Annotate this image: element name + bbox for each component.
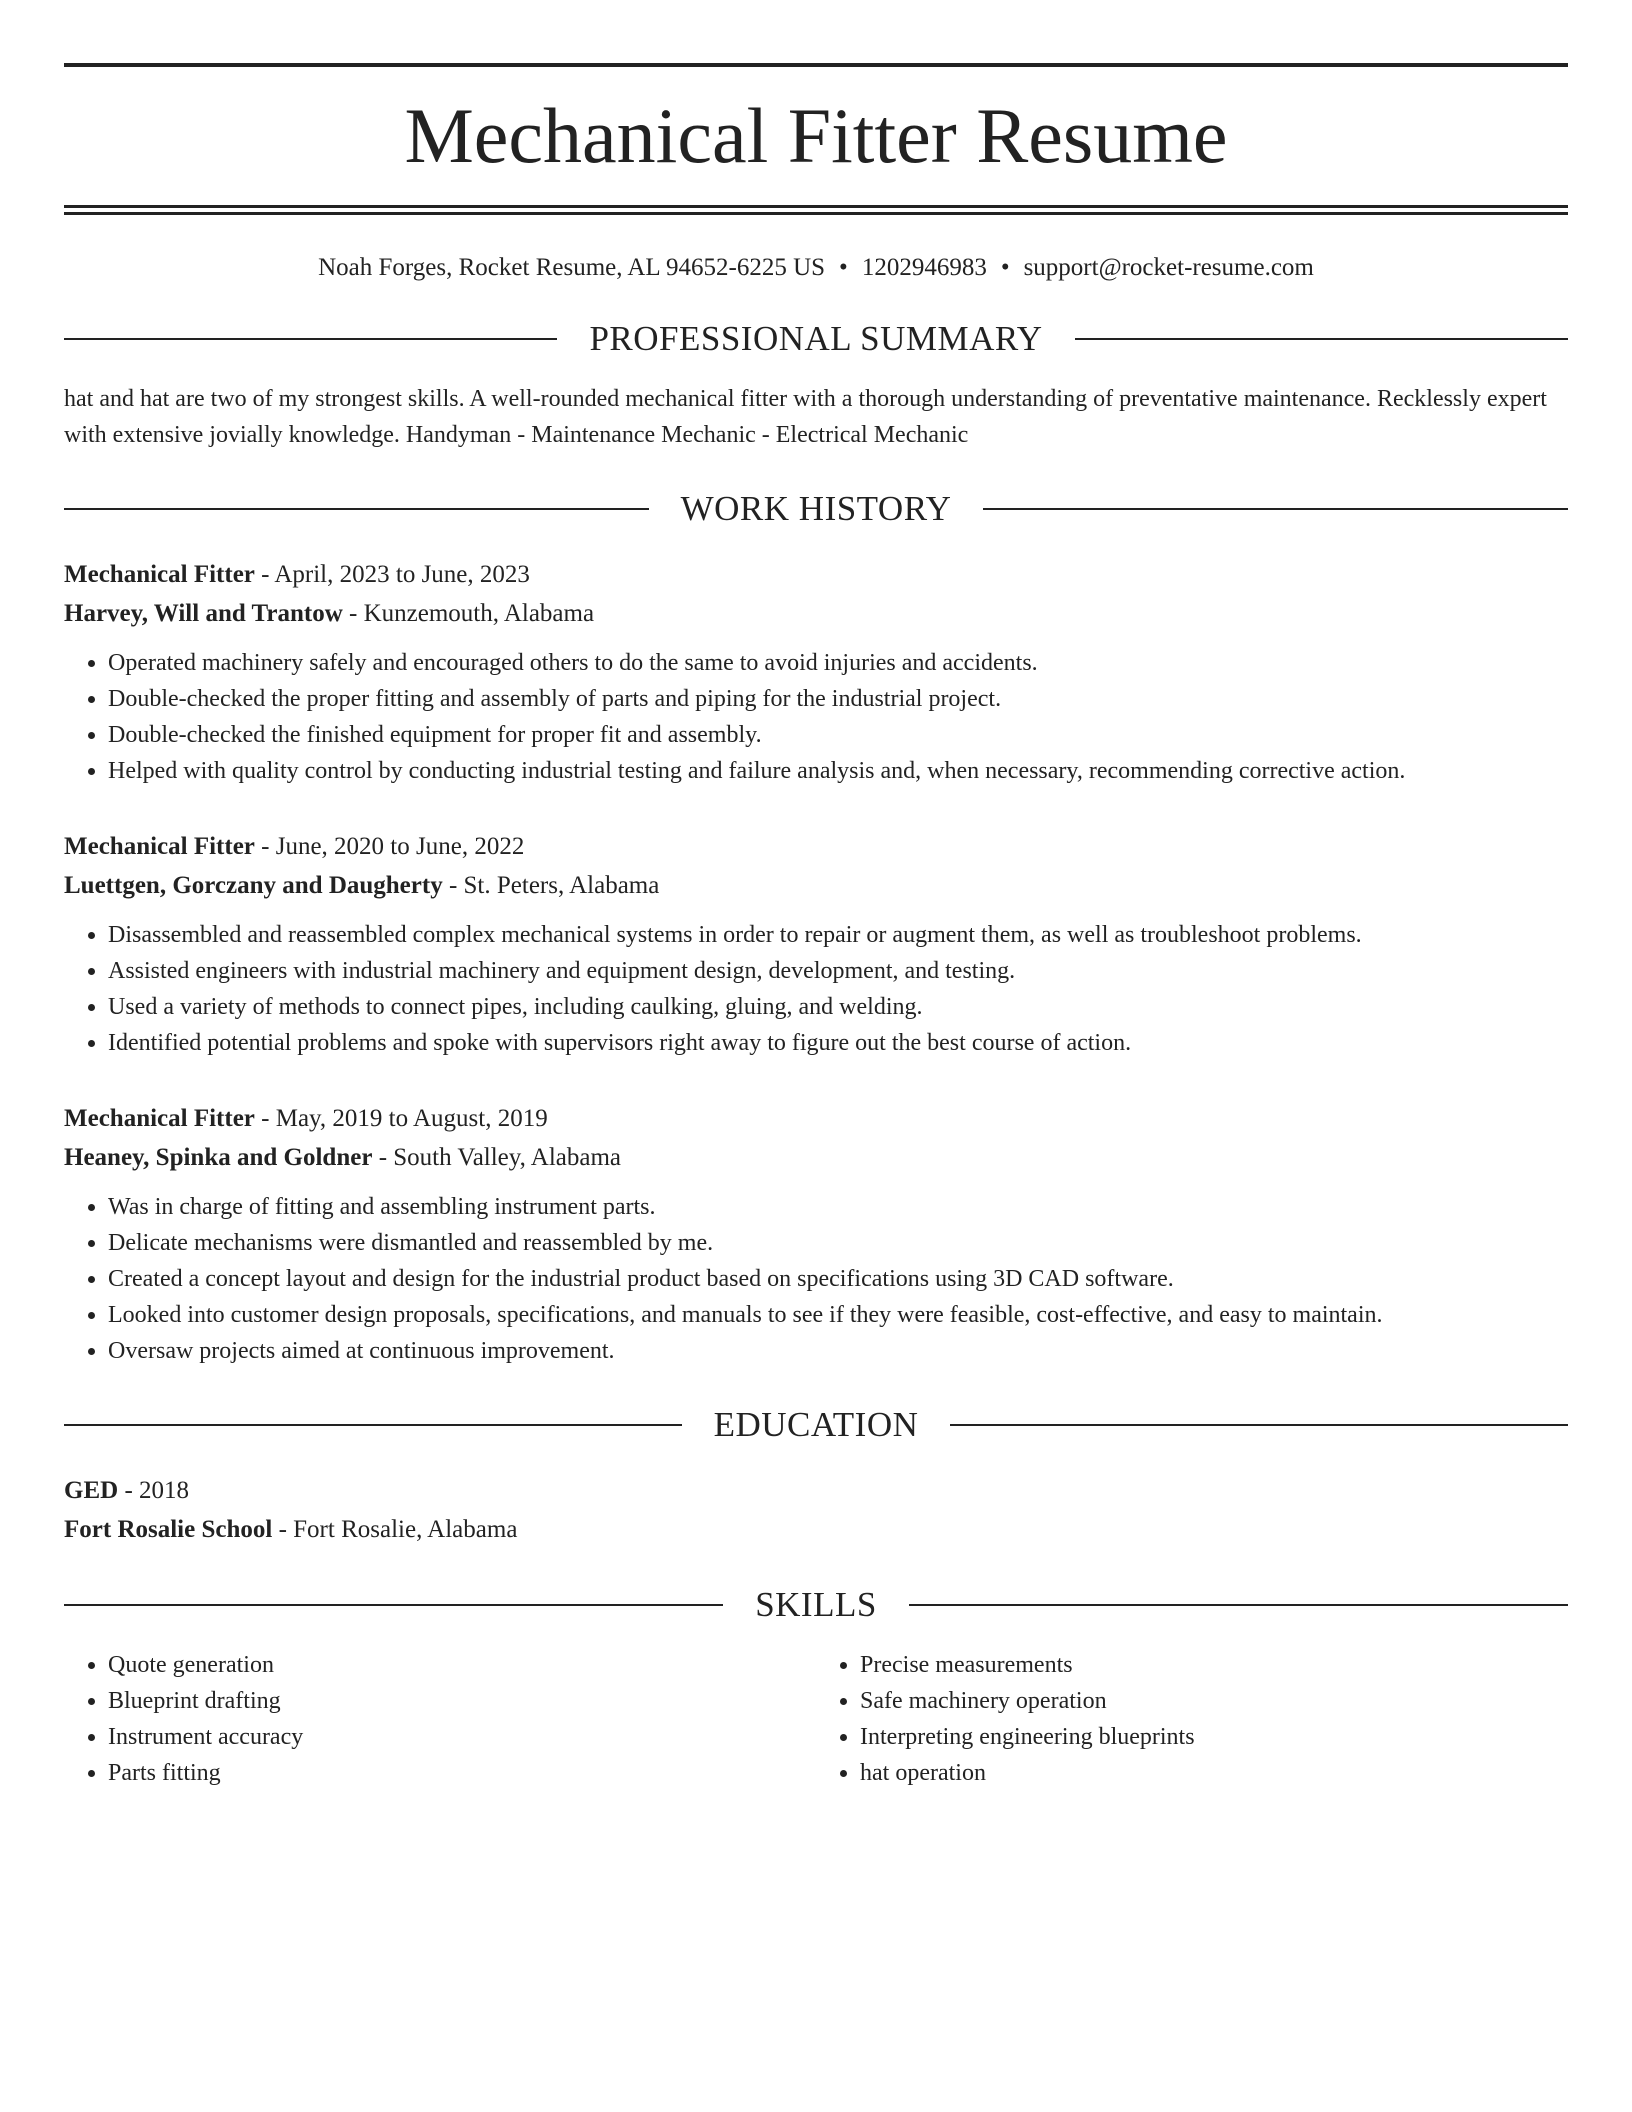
job-company: Luettgen, Gorczany and Daugherty bbox=[64, 872, 443, 899]
job-entry bbox=[64, 555, 1568, 789]
job-bullet: • Delicate mechanisms were dismantled and reassembled by me. bbox=[108, 1225, 1568, 1261]
skill-item: • Instrument accuracy bbox=[108, 1719, 816, 1755]
job-location: - Kunzemouth, Alabama bbox=[342, 600, 595, 627]
section-rule-right bbox=[909, 1604, 1568, 1606]
skill-item: • hat operation bbox=[860, 1755, 1568, 1791]
summary-text: hat and hat are two of my strongest skills. A well-rounded mechanical fitter with a thorough understanding of preventative maintenance. Recklessly expert with extensive jovially knowledge. Handyman - Maintenance Mechanic - Electrical Mechanic bbox=[64, 386, 1547, 448]
section-rule-left bbox=[64, 1424, 682, 1426]
job-bullet: • Oversaw projects aimed at continuous improvement. bbox=[108, 1333, 1568, 1369]
section-rule-right bbox=[950, 1424, 1568, 1426]
job-bullet: • Used a variety of methods to connect pipes, including caulking, gluing, and welding. bbox=[108, 989, 1568, 1025]
job-location: - St. Peters, Alabama bbox=[442, 872, 660, 899]
skill-item: • Blueprint drafting bbox=[108, 1683, 816, 1719]
job-company: Heaney, Spinka and Goldner bbox=[64, 1144, 373, 1171]
job-bullet: • Identified potential problems and spoke with supervisors right away to figure out the best course of action. bbox=[108, 1025, 1568, 1061]
section-header-skills bbox=[64, 1585, 1568, 1625]
contact-email: support@rocket-resume.com bbox=[1023, 254, 1314, 281]
job-bullet: • Disassembled and reassembled complex mechanical systems in order to repair or augment them, as well as troubleshoot problems. bbox=[108, 917, 1568, 953]
job-title-line bbox=[64, 827, 1568, 866]
job-title: Mechanical Fitter bbox=[64, 1105, 255, 1132]
education-degree: GED bbox=[64, 1477, 119, 1504]
resume-title: Mechanical Fitter Resume bbox=[404, 92, 1228, 179]
job-bullet: • Helped with quality control by conducting industrial testing and failure analysis and, when necessary, recommending corrective action. bbox=[108, 753, 1568, 789]
job-bullet: • Operated machinery safely and encouraged others to do the same to avoid injuries and accidents. bbox=[108, 645, 1568, 681]
job-bullet: • Was in charge of fitting and assembling instrument parts. bbox=[108, 1189, 1568, 1225]
job-title: Mechanical Fitter bbox=[64, 561, 255, 588]
section-header-education bbox=[64, 1405, 1568, 1445]
section-header-summary bbox=[64, 319, 1568, 359]
education-entry bbox=[64, 1471, 1568, 1549]
job-company-line bbox=[64, 866, 1568, 905]
job-dates: - May, 2019 to August, 2019 bbox=[254, 1105, 548, 1132]
section-title-skills: SKILLS bbox=[755, 1585, 877, 1624]
contact-address: Noah Forges, Rocket Resume, AL 94652-6225 US bbox=[318, 254, 826, 281]
section-title-work-history: WORK HISTORY bbox=[680, 489, 952, 528]
section-rule-left bbox=[64, 508, 649, 510]
job-company-line bbox=[64, 1138, 1568, 1177]
job-company: Harvey, Will and Trantow bbox=[64, 600, 343, 627]
education-school-line bbox=[64, 1510, 1568, 1549]
job-company-line bbox=[64, 594, 1568, 633]
section-header-work-history bbox=[64, 489, 1568, 529]
job-bullet: • Double-checked the finished equipment for proper fit and assembly. bbox=[108, 717, 1568, 753]
job-title-line bbox=[64, 555, 1568, 594]
skill-item: • Parts fitting bbox=[108, 1755, 816, 1791]
job-entry bbox=[64, 1099, 1568, 1369]
contact-separator: • bbox=[1000, 254, 1010, 281]
skill-item: • Quote generation bbox=[108, 1647, 816, 1683]
section-title-education: EDUCATION bbox=[713, 1405, 919, 1444]
job-dates: - April, 2023 to June, 2023 bbox=[254, 561, 530, 588]
section-rule-right bbox=[983, 508, 1568, 510]
skill-item: • Precise measurements bbox=[860, 1647, 1568, 1683]
section-rule-right bbox=[1075, 338, 1568, 340]
section-title-summary: PROFESSIONAL SUMMARY bbox=[589, 319, 1043, 358]
title-double-rule bbox=[64, 205, 1568, 215]
job-bullet: • Looked into customer design proposals, specifications, and manuals to see if they were feasible, cost-effective, and easy to maintain. bbox=[108, 1297, 1568, 1333]
job-entry bbox=[64, 827, 1568, 1061]
education-degree-line bbox=[64, 1471, 1568, 1510]
education-school: Fort Rosalie School bbox=[64, 1516, 273, 1543]
education-location: - Fort Rosalie, Alabama bbox=[272, 1516, 518, 1543]
skills-list-left bbox=[64, 1647, 816, 1791]
education-year: - 2018 bbox=[118, 1477, 190, 1504]
skills-columns bbox=[64, 1647, 1568, 1791]
contact-line bbox=[64, 253, 1568, 283]
job-dates: - June, 2020 to June, 2022 bbox=[254, 833, 525, 860]
job-bullet: • Assisted engineers with industrial machinery and equipment design, development, and testing. bbox=[108, 953, 1568, 989]
job-bullet: • Created a concept layout and design for the industrial product based on specifications using 3D CAD software. bbox=[108, 1261, 1568, 1297]
section-rule-left bbox=[64, 338, 557, 340]
job-bullet-list bbox=[64, 1189, 1568, 1369]
job-bullet: • Double-checked the proper fitting and assembly of parts and piping for the industrial project. bbox=[108, 681, 1568, 717]
job-location: - South Valley, Alabama bbox=[372, 1144, 622, 1171]
job-title-line bbox=[64, 1099, 1568, 1138]
section-rule-left bbox=[64, 1604, 723, 1606]
top-rule bbox=[64, 63, 1568, 67]
job-title: Mechanical Fitter bbox=[64, 833, 255, 860]
job-bullet-list bbox=[64, 917, 1568, 1061]
skills-list-right bbox=[816, 1647, 1568, 1791]
skill-item: • Interpreting engineering blueprints bbox=[860, 1719, 1568, 1755]
contact-separator: • bbox=[839, 254, 848, 281]
contact-phone: 1202946983 bbox=[861, 254, 987, 281]
job-bullet-list bbox=[64, 645, 1568, 789]
skill-item: • Safe machinery operation bbox=[860, 1683, 1568, 1719]
